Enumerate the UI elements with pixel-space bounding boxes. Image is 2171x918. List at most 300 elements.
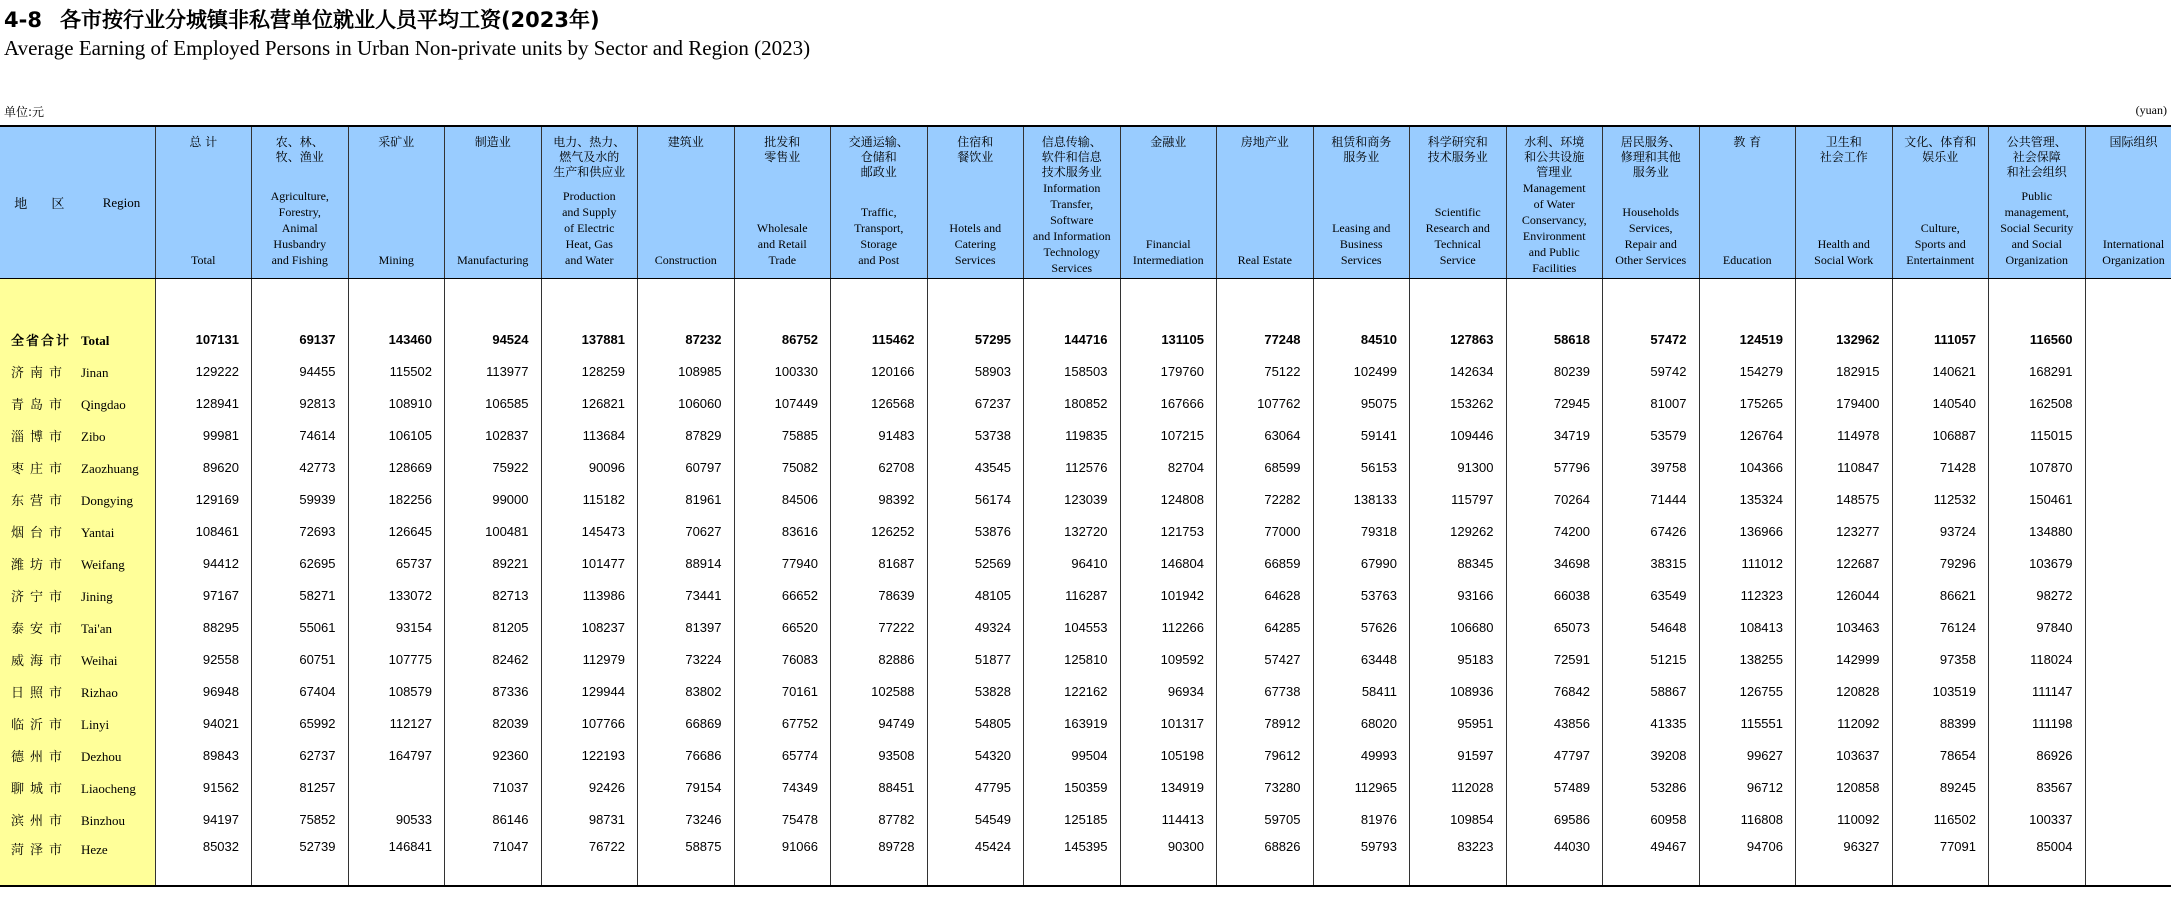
value-cell: 153262 bbox=[1410, 387, 1507, 419]
value-cell: 115182 bbox=[541, 483, 638, 515]
value-cell: 72693 bbox=[252, 515, 349, 547]
region-cell bbox=[0, 355, 155, 387]
region-cell bbox=[0, 419, 155, 451]
region-name-en: Yantai bbox=[81, 524, 115, 540]
value-cell: 150461 bbox=[1989, 483, 2086, 515]
column-header bbox=[1989, 126, 2086, 279]
value-cell: 78654 bbox=[1892, 739, 1989, 771]
value-cell: 39758 bbox=[1603, 451, 1700, 483]
column-header bbox=[1313, 126, 1410, 279]
total-row bbox=[0, 323, 2171, 355]
value-cell: 99504 bbox=[1024, 739, 1121, 771]
column-header-en: Traffic, Transport, Storage and Post bbox=[854, 205, 904, 267]
value-cell: 68020 bbox=[1313, 707, 1410, 739]
value-cell: 108461 bbox=[155, 515, 252, 547]
value-cell: 97167 bbox=[155, 579, 252, 611]
value-cell: 138255 bbox=[1699, 643, 1796, 675]
value-cell: 122687 bbox=[1796, 547, 1893, 579]
value-cell: 114978 bbox=[1796, 419, 1893, 451]
value-cell: 116808 bbox=[1699, 803, 1796, 835]
value-cell: 162508 bbox=[1989, 387, 2086, 419]
value-cell: 121753 bbox=[1120, 515, 1217, 547]
value-cell: 90533 bbox=[348, 803, 445, 835]
value-cell bbox=[2085, 675, 2171, 707]
value-cell: 68826 bbox=[1217, 835, 1314, 886]
value-cell: 140540 bbox=[1892, 387, 1989, 419]
column-header-en: Culture, Sports and Entertainment bbox=[1906, 221, 1975, 267]
value-cell: 72282 bbox=[1217, 483, 1314, 515]
value-cell: 80239 bbox=[1506, 355, 1603, 387]
value-cell: 62695 bbox=[252, 547, 349, 579]
value-cell: 127863 bbox=[1410, 323, 1507, 355]
value-cell: 79296 bbox=[1892, 547, 1989, 579]
value-cell: 38315 bbox=[1603, 547, 1700, 579]
value-cell: 74349 bbox=[734, 771, 831, 803]
column-header-zh: 制造业 bbox=[474, 135, 511, 149]
column-header-zh: 金融业 bbox=[1150, 135, 1187, 149]
column-header-zh: 住宿和 餐饮业 bbox=[957, 135, 994, 164]
table-row bbox=[0, 707, 2171, 739]
column-header bbox=[2085, 126, 2171, 279]
value-cell: 93154 bbox=[348, 611, 445, 643]
region-name-en: Total bbox=[81, 332, 110, 348]
value-cell: 94749 bbox=[831, 707, 928, 739]
value-cell: 97358 bbox=[1892, 643, 1989, 675]
value-cell: 88295 bbox=[155, 611, 252, 643]
spacer-row bbox=[0, 279, 2171, 324]
value-cell: 89245 bbox=[1892, 771, 1989, 803]
value-cell: 92558 bbox=[155, 643, 252, 675]
column-header bbox=[1506, 126, 1603, 279]
value-cell: 53579 bbox=[1603, 419, 1700, 451]
value-cell: 66520 bbox=[734, 611, 831, 643]
value-cell: 167666 bbox=[1120, 387, 1217, 419]
region-name-zh: 德州市 bbox=[11, 749, 69, 765]
value-cell: 57427 bbox=[1217, 643, 1314, 675]
value-cell: 87782 bbox=[831, 803, 928, 835]
value-cell: 66869 bbox=[638, 707, 735, 739]
value-cell: 94197 bbox=[155, 803, 252, 835]
region-cell bbox=[0, 803, 155, 835]
region-name-en: Liaocheng bbox=[81, 780, 136, 796]
value-cell: 45424 bbox=[927, 835, 1024, 886]
table-row bbox=[0, 643, 2171, 675]
value-cell: 99981 bbox=[155, 419, 252, 451]
table-row bbox=[0, 739, 2171, 771]
value-cell: 86926 bbox=[1989, 739, 2086, 771]
value-cell: 103637 bbox=[1796, 739, 1893, 771]
column-header bbox=[927, 126, 1024, 279]
column-header-zh: 水利、环境 和公共设施 管理业 bbox=[1524, 135, 1585, 179]
value-cell: 69586 bbox=[1506, 803, 1603, 835]
value-cell: 77222 bbox=[831, 611, 928, 643]
value-cell: 100330 bbox=[734, 355, 831, 387]
column-header-en: International Organization bbox=[2102, 237, 2165, 267]
column-header bbox=[155, 126, 252, 279]
column-header bbox=[1796, 126, 1893, 279]
value-cell: 59742 bbox=[1603, 355, 1700, 387]
region-name-en: Zaozhuang bbox=[81, 460, 139, 476]
value-cell: 57295 bbox=[927, 323, 1024, 355]
value-cell: 107775 bbox=[348, 643, 445, 675]
value-cell: 63448 bbox=[1313, 643, 1410, 675]
value-cell: 62708 bbox=[831, 451, 928, 483]
region-name-zh: 全省合计 bbox=[11, 333, 72, 349]
value-cell: 44030 bbox=[1506, 835, 1603, 886]
value-cell: 110092 bbox=[1796, 803, 1893, 835]
region-header bbox=[0, 126, 155, 279]
value-cell: 54549 bbox=[927, 803, 1024, 835]
value-cell: 111198 bbox=[1989, 707, 2086, 739]
value-cell bbox=[2085, 803, 2171, 835]
region-name-zh: 枣庄市 bbox=[11, 461, 69, 477]
column-header-en: Public management, Social Security and Social Organization bbox=[2000, 189, 2074, 267]
value-cell: 49993 bbox=[1313, 739, 1410, 771]
value-cell bbox=[2085, 387, 2171, 419]
value-cell: 126821 bbox=[541, 387, 638, 419]
value-cell: 91066 bbox=[734, 835, 831, 886]
value-cell: 75122 bbox=[1217, 355, 1314, 387]
region-name-en: Weifang bbox=[81, 556, 125, 572]
value-cell: 114413 bbox=[1120, 803, 1217, 835]
value-cell: 57796 bbox=[1506, 451, 1603, 483]
value-cell: 83802 bbox=[638, 675, 735, 707]
column-header-en: Total bbox=[191, 253, 216, 267]
value-cell: 108413 bbox=[1699, 611, 1796, 643]
value-cell: 74614 bbox=[252, 419, 349, 451]
value-cell: 91483 bbox=[831, 419, 928, 451]
value-cell: 63064 bbox=[1217, 419, 1314, 451]
value-cell: 132962 bbox=[1796, 323, 1893, 355]
value-cell: 115462 bbox=[831, 323, 928, 355]
column-header bbox=[1699, 126, 1796, 279]
value-cell: 57472 bbox=[1603, 323, 1700, 355]
value-cell: 133072 bbox=[348, 579, 445, 611]
value-cell: 53876 bbox=[927, 515, 1024, 547]
value-cell: 112028 bbox=[1410, 771, 1507, 803]
value-cell: 51877 bbox=[927, 643, 1024, 675]
value-cell: 77940 bbox=[734, 547, 831, 579]
value-cell: 145473 bbox=[541, 515, 638, 547]
value-cell bbox=[2085, 835, 2171, 886]
value-cell: 150359 bbox=[1024, 771, 1121, 803]
value-cell bbox=[2085, 739, 2171, 771]
value-cell: 116287 bbox=[1024, 579, 1121, 611]
value-cell: 83616 bbox=[734, 515, 831, 547]
value-cell: 91562 bbox=[155, 771, 252, 803]
value-cell: 111147 bbox=[1989, 675, 2086, 707]
value-cell: 79612 bbox=[1217, 739, 1314, 771]
value-cell: 58867 bbox=[1603, 675, 1700, 707]
region-name-en: Binzhou bbox=[81, 812, 126, 828]
value-cell: 59939 bbox=[252, 483, 349, 515]
value-cell: 54805 bbox=[927, 707, 1024, 739]
column-header bbox=[252, 126, 349, 279]
value-cell: 135324 bbox=[1699, 483, 1796, 515]
value-cell: 65992 bbox=[252, 707, 349, 739]
value-cell: 87829 bbox=[638, 419, 735, 451]
value-cell: 113986 bbox=[541, 579, 638, 611]
value-cell: 116502 bbox=[1892, 803, 1989, 835]
region-name-zh: 临沂市 bbox=[11, 717, 69, 733]
value-cell: 126764 bbox=[1699, 419, 1796, 451]
value-cell: 73280 bbox=[1217, 771, 1314, 803]
value-cell: 58411 bbox=[1313, 675, 1410, 707]
value-cell: 124519 bbox=[1699, 323, 1796, 355]
column-header-en: Management of Water Conservancy, Environment and Public Facilities bbox=[1521, 181, 1587, 275]
column-header-zh: 交通运输、 仓储和 邮政业 bbox=[848, 135, 909, 179]
column-header bbox=[1892, 126, 1989, 279]
value-cell: 94412 bbox=[155, 547, 252, 579]
title-zh-text: 各市按行业分城镇非私营单位就业人员平均工资(2023年) bbox=[59, 8, 600, 32]
column-header-en: Information Transfer, Software and Information Technology Services bbox=[1032, 181, 1111, 275]
value-cell: 106887 bbox=[1892, 419, 1989, 451]
value-cell: 81205 bbox=[445, 611, 542, 643]
value-cell: 84506 bbox=[734, 483, 831, 515]
value-cell: 76083 bbox=[734, 643, 831, 675]
value-cell: 70264 bbox=[1506, 483, 1603, 515]
region-name-zh: 烟台市 bbox=[11, 525, 69, 541]
value-cell bbox=[2085, 483, 2171, 515]
column-header bbox=[348, 126, 445, 279]
value-cell: 109854 bbox=[1410, 803, 1507, 835]
value-cell: 85032 bbox=[155, 835, 252, 886]
value-cell: 144716 bbox=[1024, 323, 1121, 355]
value-cell: 126645 bbox=[348, 515, 445, 547]
value-cell: 109592 bbox=[1120, 643, 1217, 675]
region-name-zh: 东营市 bbox=[11, 493, 69, 509]
value-cell: 66859 bbox=[1217, 547, 1314, 579]
value-cell: 58903 bbox=[927, 355, 1024, 387]
value-cell: 128669 bbox=[348, 451, 445, 483]
value-cell: 148575 bbox=[1796, 483, 1893, 515]
value-cell bbox=[2085, 355, 2171, 387]
value-cell: 57626 bbox=[1313, 611, 1410, 643]
value-cell: 106585 bbox=[445, 387, 542, 419]
value-cell: 101942 bbox=[1120, 579, 1217, 611]
value-cell: 63549 bbox=[1603, 579, 1700, 611]
value-cell: 118024 bbox=[1989, 643, 2086, 675]
value-cell: 71047 bbox=[445, 835, 542, 886]
value-cell: 108936 bbox=[1410, 675, 1507, 707]
value-cell: 74200 bbox=[1506, 515, 1603, 547]
value-cell: 146841 bbox=[348, 835, 445, 886]
value-cell: 86621 bbox=[1892, 579, 1989, 611]
value-cell: 131105 bbox=[1120, 323, 1217, 355]
value-cell: 134880 bbox=[1989, 515, 2086, 547]
column-header-zh: 总 计 bbox=[189, 135, 218, 149]
value-cell: 108985 bbox=[638, 355, 735, 387]
region-cell bbox=[0, 387, 155, 419]
value-cell: 76124 bbox=[1892, 611, 1989, 643]
table-title-en: Average Earning of Employed Persons in Urban Non-private units by Sector and Region (2023) bbox=[4, 36, 811, 60]
value-cell: 73224 bbox=[638, 643, 735, 675]
value-cell: 102588 bbox=[831, 675, 928, 707]
value-cell: 81687 bbox=[831, 547, 928, 579]
region-name-zh: 聊城市 bbox=[11, 781, 69, 797]
value-cell: 96948 bbox=[155, 675, 252, 707]
table-row bbox=[0, 835, 2171, 886]
column-header-zh: 文化、体育和 娱乐业 bbox=[1904, 135, 1977, 164]
value-cell: 136966 bbox=[1699, 515, 1796, 547]
value-cell: 81007 bbox=[1603, 387, 1700, 419]
region-name-en: Heze bbox=[81, 842, 108, 857]
value-cell: 54648 bbox=[1603, 611, 1700, 643]
value-cell: 92360 bbox=[445, 739, 542, 771]
region-cell bbox=[0, 771, 155, 803]
value-cell: 107131 bbox=[155, 323, 252, 355]
value-cell: 75082 bbox=[734, 451, 831, 483]
value-cell: 111057 bbox=[1892, 323, 1989, 355]
value-cell: 82039 bbox=[445, 707, 542, 739]
table-row bbox=[0, 771, 2171, 803]
value-cell bbox=[2085, 579, 2171, 611]
column-header bbox=[638, 126, 735, 279]
value-cell: 75922 bbox=[445, 451, 542, 483]
value-cell: 91300 bbox=[1410, 451, 1507, 483]
value-cell: 129169 bbox=[155, 483, 252, 515]
value-cell: 126568 bbox=[831, 387, 928, 419]
value-cell: 69137 bbox=[252, 323, 349, 355]
value-cell bbox=[2085, 323, 2171, 355]
column-header-zh: 租赁和商务 服务业 bbox=[1331, 135, 1392, 164]
value-cell: 94455 bbox=[252, 355, 349, 387]
value-cell: 42773 bbox=[252, 451, 349, 483]
value-cell: 95183 bbox=[1410, 643, 1507, 675]
column-header-en: Leasing and Business Services bbox=[1332, 221, 1391, 267]
region-cell bbox=[0, 515, 155, 547]
value-cell: 53738 bbox=[927, 419, 1024, 451]
value-cell: 58271 bbox=[252, 579, 349, 611]
column-header-zh: 农、林、 牧、渔业 bbox=[275, 135, 324, 164]
region-cell bbox=[0, 579, 155, 611]
value-cell: 51215 bbox=[1603, 643, 1700, 675]
column-header-zh: 电力、热力、 燃气及水的 生产和供应业 bbox=[553, 135, 626, 179]
value-cell: 98272 bbox=[1989, 579, 2086, 611]
value-cell: 87232 bbox=[638, 323, 735, 355]
value-cell: 112092 bbox=[1796, 707, 1893, 739]
table-row bbox=[0, 451, 2171, 483]
value-cell: 106680 bbox=[1410, 611, 1507, 643]
value-cell: 67990 bbox=[1313, 547, 1410, 579]
value-cell: 34698 bbox=[1506, 547, 1603, 579]
earnings-table bbox=[0, 125, 2171, 887]
column-header-zh: 教 育 bbox=[1733, 135, 1762, 149]
value-cell: 142634 bbox=[1410, 355, 1507, 387]
column-header-zh: 信息传输、 软件和信息 技术服务业 bbox=[1041, 135, 1102, 179]
value-cell: 123039 bbox=[1024, 483, 1121, 515]
value-cell: 67404 bbox=[252, 675, 349, 707]
table-number: 4-8 bbox=[4, 8, 42, 32]
unit-label-zh: 单位:元 bbox=[4, 105, 45, 119]
region-cell bbox=[0, 451, 155, 483]
column-header-zh: 卫生和 社会工作 bbox=[1819, 135, 1868, 164]
value-cell: 79318 bbox=[1313, 515, 1410, 547]
value-cell: 129222 bbox=[155, 355, 252, 387]
value-cell: 72591 bbox=[1506, 643, 1603, 675]
value-cell: 103519 bbox=[1892, 675, 1989, 707]
value-cell: 54320 bbox=[927, 739, 1024, 771]
value-cell: 145395 bbox=[1024, 835, 1121, 886]
value-cell: 109446 bbox=[1410, 419, 1507, 451]
value-cell: 126044 bbox=[1796, 579, 1893, 611]
value-cell: 59141 bbox=[1313, 419, 1410, 451]
value-cell: 108910 bbox=[348, 387, 445, 419]
value-cell: 101477 bbox=[541, 547, 638, 579]
value-cell: 107766 bbox=[541, 707, 638, 739]
value-cell: 82886 bbox=[831, 643, 928, 675]
value-cell: 75478 bbox=[734, 803, 831, 835]
value-cell: 179760 bbox=[1120, 355, 1217, 387]
value-cell: 89620 bbox=[155, 451, 252, 483]
value-cell: 100481 bbox=[445, 515, 542, 547]
region-name-zh: 日照市 bbox=[11, 685, 69, 701]
table-row bbox=[0, 547, 2171, 579]
value-cell: 47795 bbox=[927, 771, 1024, 803]
value-cell: 58875 bbox=[638, 835, 735, 886]
value-cell: 88345 bbox=[1410, 547, 1507, 579]
value-cell: 85004 bbox=[1989, 835, 2086, 886]
value-cell: 49467 bbox=[1603, 835, 1700, 886]
value-cell: 78912 bbox=[1217, 707, 1314, 739]
value-cell: 70161 bbox=[734, 675, 831, 707]
region-name-en: Zibo bbox=[81, 428, 106, 444]
region-name-en: Rizhao bbox=[81, 684, 118, 700]
value-cell: 83567 bbox=[1989, 771, 2086, 803]
value-cell: 103463 bbox=[1796, 611, 1893, 643]
table-row bbox=[0, 611, 2171, 643]
value-cell: 43545 bbox=[927, 451, 1024, 483]
column-header-zh: 居民服务、 修理和其他 服务业 bbox=[1620, 135, 1681, 179]
value-cell: 60751 bbox=[252, 643, 349, 675]
value-cell: 53286 bbox=[1603, 771, 1700, 803]
value-cell: 108237 bbox=[541, 611, 638, 643]
value-cell: 146804 bbox=[1120, 547, 1217, 579]
region-name-en: Jinan bbox=[81, 364, 109, 380]
column-header-zh: 批发和 零售业 bbox=[764, 135, 801, 164]
value-cell bbox=[2085, 707, 2171, 739]
value-cell: 59705 bbox=[1217, 803, 1314, 835]
value-cell: 76686 bbox=[638, 739, 735, 771]
region-name-en: Dongying bbox=[81, 492, 133, 508]
value-cell: 168291 bbox=[1989, 355, 2086, 387]
value-cell: 102499 bbox=[1313, 355, 1410, 387]
column-header bbox=[1410, 126, 1507, 279]
region-name-zh: 济宁市 bbox=[11, 589, 69, 605]
value-cell: 113977 bbox=[445, 355, 542, 387]
value-cell: 107449 bbox=[734, 387, 831, 419]
value-cell: 96410 bbox=[1024, 547, 1121, 579]
value-cell: 72945 bbox=[1506, 387, 1603, 419]
value-cell: 78639 bbox=[831, 579, 928, 611]
value-cell: 84510 bbox=[1313, 323, 1410, 355]
value-cell: 67426 bbox=[1603, 515, 1700, 547]
value-cell: 65073 bbox=[1506, 611, 1603, 643]
value-cell: 94706 bbox=[1699, 835, 1796, 886]
value-cell: 122162 bbox=[1024, 675, 1121, 707]
value-cell: 76722 bbox=[541, 835, 638, 886]
value-cell bbox=[2085, 451, 2171, 483]
value-cell bbox=[2085, 771, 2171, 803]
region-name-zh: 济南市 bbox=[11, 365, 69, 381]
table-title-zh bbox=[4, 4, 600, 34]
value-cell: 96934 bbox=[1120, 675, 1217, 707]
value-cell: 98731 bbox=[541, 803, 638, 835]
value-cell: 88451 bbox=[831, 771, 928, 803]
region-cell bbox=[0, 611, 155, 643]
column-header-zh: 建筑业 bbox=[667, 135, 704, 149]
value-cell: 182256 bbox=[348, 483, 445, 515]
